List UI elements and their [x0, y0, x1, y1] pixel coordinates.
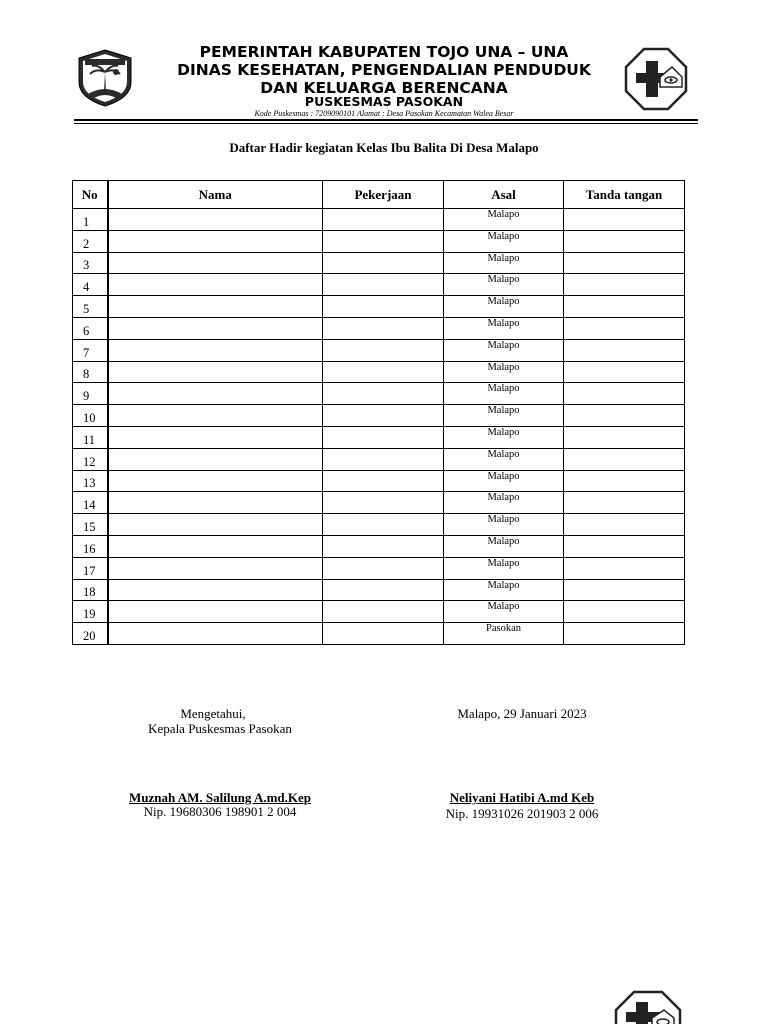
tanda-tangan-cell[interactable]	[564, 383, 685, 405]
row-number: 17	[73, 557, 108, 579]
tanda-tangan-cell[interactable]	[564, 426, 685, 448]
sig-left-line1: Mengetahui,	[180, 706, 246, 721]
asal-cell: Malapo	[444, 492, 564, 514]
asal-cell: Malapo	[444, 579, 564, 601]
header-divider-thin	[74, 123, 698, 124]
table-row	[73, 361, 685, 383]
column-header-tanda-tangan: Tanda tangan	[564, 181, 685, 209]
table-row	[73, 448, 685, 470]
pekerjaan-cell[interactable]	[323, 252, 444, 274]
row-number: 11	[73, 426, 108, 448]
table-row	[73, 514, 685, 536]
table-row	[73, 252, 685, 274]
row-number: 14	[73, 492, 108, 514]
table-row	[73, 492, 685, 514]
asal-cell: Malapo	[444, 209, 564, 231]
pekerjaan-cell[interactable]	[323, 470, 444, 492]
pekerjaan-cell[interactable]	[323, 209, 444, 231]
nama-cell[interactable]	[108, 383, 323, 405]
nama-cell[interactable]	[108, 405, 323, 427]
puskesmas-logo-icon	[614, 990, 682, 1024]
asal-cell: Malapo	[444, 361, 564, 383]
asal-cell: Malapo	[444, 470, 564, 492]
table-row	[73, 339, 685, 361]
pekerjaan-cell[interactable]	[323, 514, 444, 536]
nama-cell[interactable]	[108, 579, 323, 601]
header-address: Kode Puskesmas : 7209090101 Alamat : Desa Pasokan Kecamatan Walea Besar	[254, 109, 514, 118]
asal-cell: Malapo	[444, 557, 564, 579]
row-number: 9	[73, 383, 108, 405]
row-number: 6	[73, 317, 108, 339]
row-number: 5	[73, 296, 108, 318]
pekerjaan-cell[interactable]	[323, 557, 444, 579]
nama-cell[interactable]	[108, 274, 323, 296]
sig-left-nip: Nip. 19680306 198901 2 004	[143, 804, 297, 819]
asal-cell: Malapo	[444, 317, 564, 339]
nama-cell[interactable]	[108, 361, 323, 383]
asal-cell: Malapo	[444, 252, 564, 274]
tanda-tangan-cell[interactable]	[564, 514, 685, 536]
tanda-tangan-cell[interactable]	[564, 296, 685, 318]
nama-cell[interactable]	[108, 426, 323, 448]
tanda-tangan-cell[interactable]	[564, 601, 685, 623]
row-number: 19	[73, 601, 108, 623]
pekerjaan-cell[interactable]	[323, 579, 444, 601]
pekerjaan-cell[interactable]	[323, 317, 444, 339]
pekerjaan-cell[interactable]	[323, 623, 444, 645]
table-body	[73, 209, 685, 645]
header-divider	[74, 119, 698, 121]
row-number: 12	[73, 448, 108, 470]
table-row	[73, 601, 685, 623]
nama-cell[interactable]	[108, 252, 323, 274]
pekerjaan-cell[interactable]	[323, 405, 444, 427]
row-number: 16	[73, 535, 108, 557]
nama-cell[interactable]	[108, 535, 323, 557]
table-row	[73, 230, 685, 252]
asal-cell: Malapo	[444, 383, 564, 405]
table-row	[73, 470, 685, 492]
tanda-tangan-cell[interactable]	[564, 252, 685, 274]
asal-cell: Malapo	[444, 601, 564, 623]
nama-cell[interactable]	[108, 601, 323, 623]
pekerjaan-cell[interactable]	[323, 274, 444, 296]
sig-left-line2: Kepala Puskesmas Pasokan	[148, 721, 292, 736]
pekerjaan-cell[interactable]	[323, 296, 444, 318]
row-number: 13	[73, 470, 108, 492]
row-number: 4	[73, 274, 108, 296]
tanda-tangan-cell[interactable]	[564, 579, 685, 601]
table-row	[73, 426, 685, 448]
tanda-tangan-cell[interactable]	[564, 557, 685, 579]
row-number: 20	[73, 623, 108, 645]
tanda-tangan-cell[interactable]	[564, 230, 685, 252]
tanda-tangan-cell[interactable]	[564, 535, 685, 557]
header-line-1: PEMERINTAH KABUPATEN TOJO UNA – UNA	[199, 43, 569, 61]
table-row	[73, 383, 685, 405]
row-number: 7	[73, 339, 108, 361]
row-number: 10	[73, 405, 108, 427]
nama-cell[interactable]	[108, 557, 323, 579]
asal-cell: Malapo	[444, 230, 564, 252]
pekerjaan-cell[interactable]	[323, 339, 444, 361]
asal-cell: Malapo	[444, 535, 564, 557]
pekerjaan-cell[interactable]	[323, 361, 444, 383]
asal-cell: Pasokan	[444, 623, 564, 645]
table-row	[73, 557, 685, 579]
pekerjaan-cell[interactable]	[323, 230, 444, 252]
sig-left-name: Muznah AM. Salilung A.md.Kep	[128, 790, 312, 805]
column-header-pekerjaan: Pekerjaan	[323, 181, 444, 209]
asal-cell: Malapo	[444, 448, 564, 470]
table-header-row	[73, 181, 685, 209]
nama-cell[interactable]	[108, 209, 323, 231]
pekerjaan-cell[interactable]	[323, 383, 444, 405]
table-row	[73, 405, 685, 427]
asal-cell: Malapo	[444, 274, 564, 296]
column-header-nama: Nama	[108, 181, 323, 209]
row-number: 8	[73, 361, 108, 383]
nama-cell[interactable]	[108, 296, 323, 318]
row-number: 18	[73, 579, 108, 601]
attendance-table	[72, 180, 685, 645]
row-number: 3	[73, 252, 108, 274]
nama-cell[interactable]	[108, 230, 323, 252]
nama-cell[interactable]	[108, 514, 323, 536]
nama-cell[interactable]	[108, 317, 323, 339]
table-row	[73, 296, 685, 318]
document-title: Daftar Hadir kegiatan Kelas Ibu Balita Di Desa Malapo	[229, 140, 539, 155]
pekerjaan-cell[interactable]	[323, 601, 444, 623]
tanda-tangan-cell[interactable]	[564, 317, 685, 339]
tanda-tangan-cell[interactable]	[564, 361, 685, 383]
column-header-no: No	[73, 181, 108, 209]
row-number: 2	[73, 230, 108, 252]
asal-cell: Malapo	[444, 514, 564, 536]
asal-cell: Malapo	[444, 339, 564, 361]
header-line-3: DAN KELUARGA BERENCANA	[260, 79, 508, 97]
asal-cell: Malapo	[444, 405, 564, 427]
table-row	[73, 535, 685, 557]
nama-cell[interactable]	[108, 339, 323, 361]
tanda-tangan-cell[interactable]	[564, 274, 685, 296]
tanda-tangan-cell[interactable]	[564, 339, 685, 361]
sig-right-name: Neliyani Hatibi A.md Keb	[449, 790, 595, 805]
sig-right-nip: Nip. 19931026 201903 2 006	[445, 806, 599, 821]
pekerjaan-cell[interactable]	[323, 492, 444, 514]
asal-cell: Malapo	[444, 426, 564, 448]
tanda-tangan-cell[interactable]	[564, 470, 685, 492]
sig-right-place-date: Malapo, 29 Januari 2023	[457, 706, 587, 721]
table-row	[73, 579, 685, 601]
pekerjaan-cell[interactable]	[323, 448, 444, 470]
header-line-4: PUSKESMAS PASOKAN	[304, 94, 464, 109]
pekerjaan-cell[interactable]	[323, 426, 444, 448]
tanda-tangan-cell[interactable]	[564, 448, 685, 470]
table-row	[73, 274, 685, 296]
tanda-tangan-cell[interactable]	[564, 405, 685, 427]
nama-cell[interactable]	[108, 470, 323, 492]
row-number: 15	[73, 514, 108, 536]
nama-cell[interactable]	[108, 623, 323, 645]
table-row	[73, 209, 685, 231]
asal-cell: Malapo	[444, 296, 564, 318]
nama-cell[interactable]	[108, 448, 323, 470]
column-header-asal: Asal	[444, 181, 564, 209]
tanda-tangan-cell[interactable]	[564, 623, 685, 645]
nama-cell[interactable]	[108, 492, 323, 514]
pekerjaan-cell[interactable]	[323, 535, 444, 557]
tanda-tangan-cell[interactable]	[564, 209, 685, 231]
tanda-tangan-cell[interactable]	[564, 492, 685, 514]
row-number: 1	[73, 209, 108, 231]
table-row	[73, 317, 685, 339]
table-row	[73, 623, 685, 645]
header-line-2: DINAS KESEHATAN, PENGENDALIAN PENDUDUK	[177, 61, 591, 79]
